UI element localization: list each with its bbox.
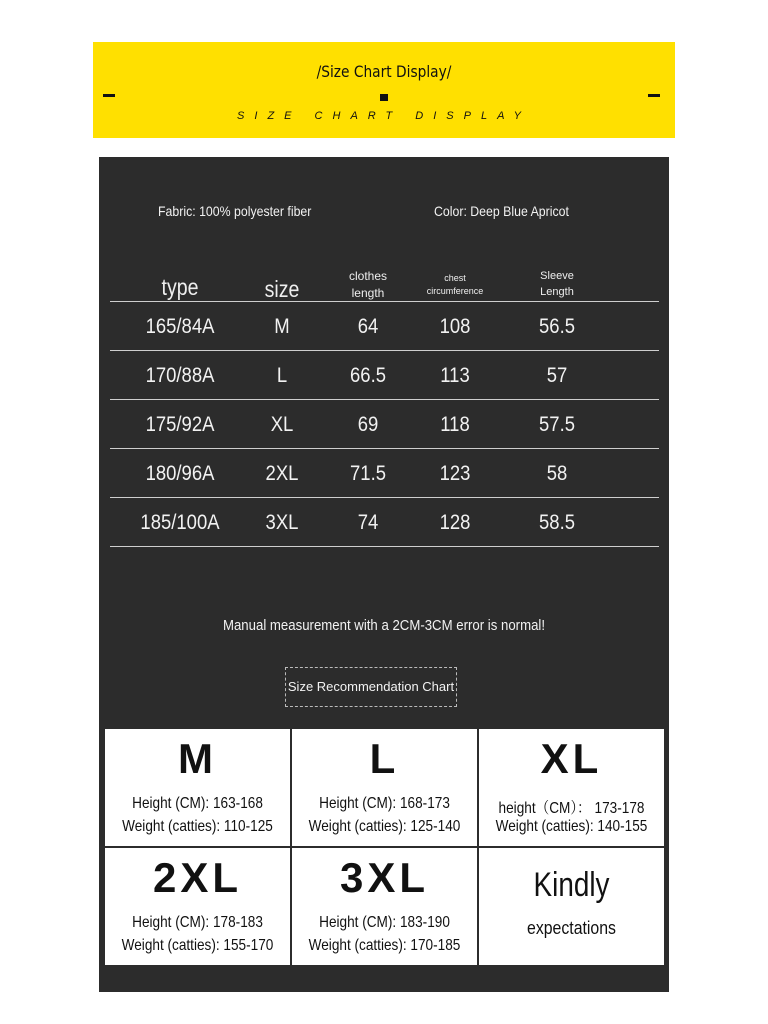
cell-size: L (276, 364, 288, 387)
card-size-label: XL (540, 735, 603, 782)
card-3xl (292, 848, 477, 965)
expectations-text: expectations (527, 918, 616, 938)
card-height: Height (CM): 178-183 (132, 914, 263, 931)
cell-sleeve: 56.5 (539, 315, 575, 338)
cell-length: 74 (357, 511, 379, 534)
cell-length: 71.5 (350, 462, 386, 485)
header-sleeve (517, 268, 597, 300)
card-weight: Weight (catties): 170-185 (308, 937, 461, 954)
cell-type: 180/96A (145, 462, 215, 485)
card-weight: Weight (catties): 125-140 (308, 818, 461, 835)
cell-sleeve: 58.5 (539, 511, 575, 534)
size-recommendation-button[interactable]: Size Recommendation Chart (285, 667, 457, 707)
cell-chest: 123 (439, 462, 471, 485)
table-row (110, 399, 659, 448)
size-chart-panel (99, 157, 669, 992)
banner-title: /Size Chart Display/ (316, 62, 452, 81)
header-type: type (161, 274, 199, 300)
card-weight: Weight (catties): 110-125 (122, 818, 273, 835)
header-chest (415, 272, 495, 298)
table-row (110, 301, 659, 350)
card-weight: Weight (catties): 155-170 (121, 937, 274, 954)
cell-type: 175/92A (145, 413, 215, 436)
cell-length: 64 (357, 315, 379, 338)
cell-chest: 108 (439, 315, 471, 338)
card-size-label: 3XL (339, 854, 430, 901)
banner-dash-center (380, 94, 388, 101)
card-2xl (105, 848, 290, 965)
card-size-label: 2XL (152, 854, 243, 901)
card-size-label: M (178, 735, 217, 782)
measurement-note: Manual measurement with a 2CM-3CM error is normal! (222, 617, 546, 634)
header-chest-line1: chest (444, 273, 466, 283)
table-header (110, 262, 659, 302)
header-banner (93, 42, 675, 138)
cell-chest: 128 (439, 511, 471, 534)
kindly-text: Kindly (533, 866, 610, 904)
cell-chest: 113 (440, 364, 470, 387)
card-height: height（CM）： 173-178 (498, 800, 645, 817)
banner-dash-right (648, 94, 660, 97)
fabric-info: Fabric: 100% polyester fiber (158, 203, 312, 219)
cell-sleeve: 57 (546, 364, 568, 387)
card-m (105, 729, 290, 846)
card-height: Height (CM): 168-173 (319, 795, 450, 812)
cell-sleeve: 57.5 (539, 413, 575, 436)
cell-type: 185/100A (140, 511, 220, 534)
table-row (110, 350, 659, 399)
cell-sleeve: 58 (546, 462, 568, 485)
card-height: Height (CM): 183-190 (319, 914, 450, 931)
header-size: size (264, 276, 300, 302)
cell-size: 2XL (265, 462, 299, 485)
card-kindly (479, 848, 664, 965)
table-row (110, 448, 659, 497)
banner-dash-left (103, 94, 115, 97)
cell-type: 165/84A (145, 315, 215, 338)
card-weight: Weight (catties): 140-155 (495, 818, 648, 835)
recommendation-grid (105, 729, 663, 969)
header-clothes-line1: clothes (348, 269, 388, 283)
size-table (110, 301, 659, 547)
cell-chest: 118 (440, 413, 470, 436)
card-height: Height (CM): 163-168 (132, 795, 263, 812)
cell-size: M (274, 315, 290, 338)
cell-size: 3XL (265, 511, 299, 534)
cell-length: 69 (357, 413, 379, 436)
header-clothes-length (328, 268, 408, 302)
cell-type: 170/88A (145, 364, 215, 387)
banner-subtitle: SIZE CHART DISPLAY (237, 110, 531, 122)
header-sleeve-line2: Length (540, 286, 574, 298)
card-xl (479, 729, 664, 846)
card-size-label: L (369, 735, 400, 782)
color-info: Color: Deep Blue Apricot (434, 203, 569, 219)
table-row (110, 497, 659, 547)
header-sleeve-line1: Sleeve (540, 270, 574, 282)
cell-size: XL (270, 413, 294, 436)
card-l (292, 729, 477, 846)
header-chest-line2: circumference (426, 286, 484, 296)
cell-length: 66.5 (350, 364, 386, 387)
header-clothes-line2: length (351, 286, 385, 300)
